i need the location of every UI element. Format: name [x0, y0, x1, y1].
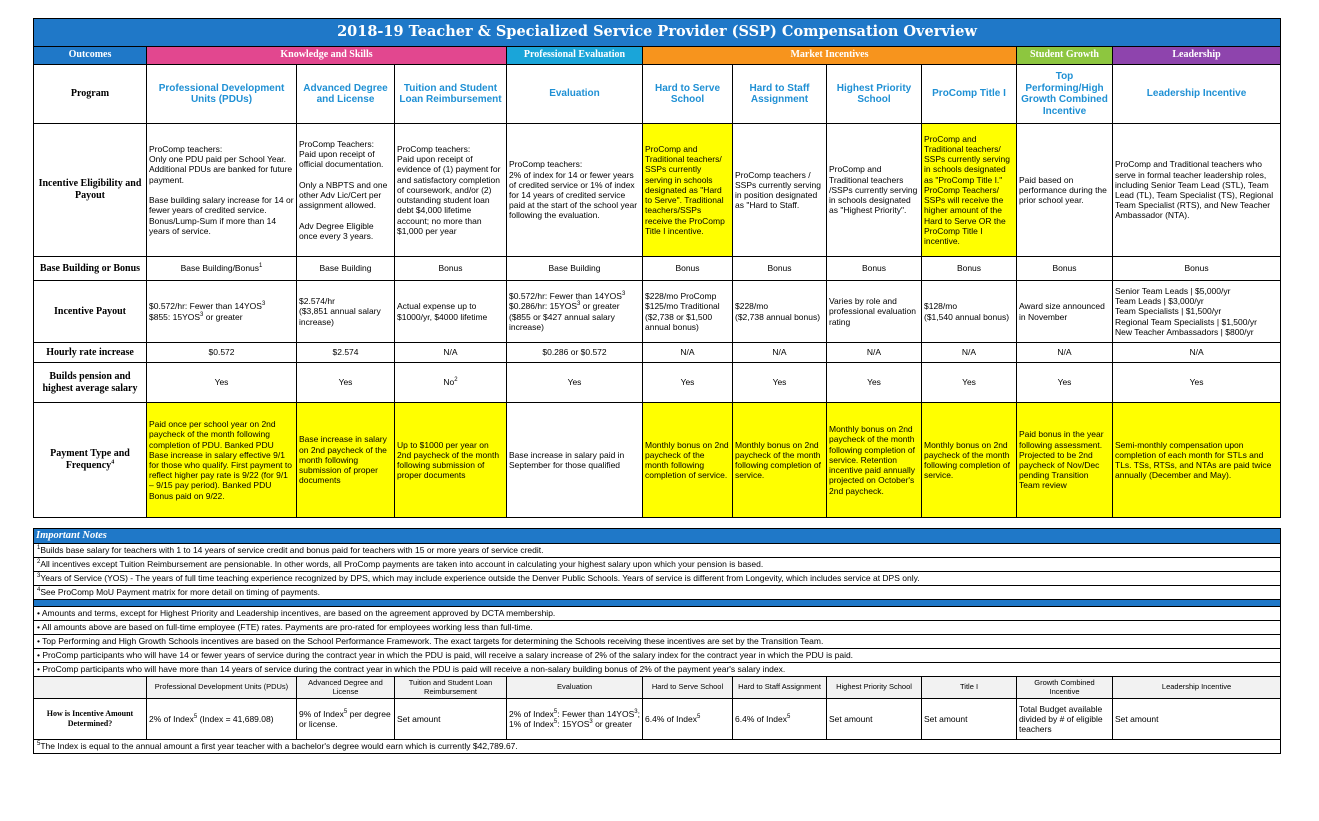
amount-eval-sup-d: 3: [589, 719, 593, 726]
program-advanced-degree: Advanced Degree and License: [297, 65, 395, 124]
index-footnote-row: [34, 740, 1281, 754]
group-leadership: Leadership: [1113, 47, 1281, 65]
footnote-4-sup: 4: [37, 587, 41, 594]
group-student-growth: Student Growth: [1017, 47, 1113, 65]
row-label-base-building: Base Building or Bonus: [34, 257, 147, 281]
payment-leadership: Semi-monthly compensation upon completion of each month for STLs and TLs. TSs, RTSs, and NTAs are paid twice annually (December and May).: [1113, 403, 1281, 518]
amount-eval-b: : Fewer than 14YOS: [557, 708, 635, 719]
bottom-header-hard-to-staff: Hard to Staff Assignment: [733, 677, 827, 699]
group-professional-evaluation: Professional Evaluation: [507, 47, 643, 65]
bullet-2: • All amounts above are based on full-time employee (FTE) rates. Payments are pro-rated for employees working less than full-time.: [34, 621, 1281, 635]
payout-pdu-line1: $0.572/hr: Fewer than 14YOS: [149, 301, 262, 312]
page-title: 2018-19 Teacher & Specialized Service Provider (SSP) Compensation Overview: [34, 19, 1281, 47]
index-footnote-text: The Index is equal to the annual amount a first year teacher with a bachelor's degree would earn which is currently $42,789.67.: [40, 741, 518, 752]
title-row: [34, 19, 1281, 47]
amount-adv-sup: 5: [343, 708, 348, 715]
bullet-3: • Top Performing and High Growth Schools incentives are based on the School Performance Framework. The exact targets for determining the Schools receiving these incentives are set by the Transition Team.: [34, 635, 1281, 649]
payout-row: [34, 281, 1281, 343]
eligibility-advanced-degree: ProComp Teachers: Paid upon receipt of official documentation. Only a NBPTS and one other Adv Lic/Cert per assignment allowed. Adv Degree Eligible once every 3 years.: [297, 124, 395, 257]
program-row: [34, 65, 1281, 124]
amount-evaluation: [507, 699, 643, 740]
bottom-header-highest-priority: Highest Priority School: [827, 677, 922, 699]
footnote-1-sup: 1: [37, 545, 41, 552]
hourly-title-i: N/A: [922, 343, 1017, 363]
payout-pdu-sup-a: 3: [261, 301, 266, 308]
bullet-1: • Amounts and terms, except for Highest Priority and Leadership incentives, are based on the agreement approved by DCTA membership.: [34, 607, 1281, 621]
payment-evaluation: Base increase in salary paid in September for those qualified: [507, 403, 643, 518]
eligibility-hard-to-serve: ProComp and Traditional teachers/ SSPs currently serving in schools designated as "Hard to Serve". Traditional teachers/SSPs receive the ProComp Title I incentive.: [643, 124, 733, 257]
footnote-3: [34, 572, 1281, 586]
program-hard-to-serve: Hard to Serve School: [643, 65, 733, 124]
base-hard-to-serve: Bonus: [643, 257, 733, 281]
eligibility-hard-to-staff: ProComp teachers / SSPs currently serving in position designated as "Hard to Staff.: [733, 124, 827, 257]
footnote-2-sup: 2: [37, 559, 41, 566]
pension-advanced-degree: Yes: [297, 363, 395, 403]
amount-eval-d: : 15YOS: [557, 719, 590, 729]
bottom-header-title-i: Title I: [922, 677, 1017, 699]
eligibility-title-i: ProComp and Traditional teachers/ SSPs currently serving in schools designated as "ProComp Title I." ProComp Teachers/ SSPs will receive the higher amount of the Hard to Serve OR the ProComp Title I incentive.: [922, 124, 1017, 257]
amount-title-i: Set amount: [922, 699, 1017, 740]
compensation-table: [33, 18, 1281, 754]
amount-advanced-degree: [297, 699, 395, 740]
payout-title-i: $128/mo ($1,540 annual bonus): [922, 281, 1017, 343]
program-top-performing: Top Performing/High Growth Combined Incentive: [1017, 65, 1113, 124]
bottom-header-blank: [34, 677, 147, 699]
amount-hts-a: 6.4% of Index: [645, 713, 697, 724]
payment-pdu: Paid once per school year on 2nd paycheck of the month following completion of PDU. Banked PDU Base increase in salary effective 9/1 for those who qualify. First payment to reflect higher pay rate is 9/22 (for 9/1 – 9/15 pay period). Banked PDU Bonus paid on 9/22.: [147, 403, 297, 518]
amount-adv-b: per degree or license.: [299, 708, 391, 729]
row-label-pension: Builds pension and highest average salary: [34, 363, 147, 403]
compensation-sheet: [33, 18, 1280, 754]
payment-top-performing: Paid bonus in the year following assessment. Projected to be 2nd paycheck of Nov/Dec pending Transition Team review: [1017, 403, 1113, 518]
payment-row: [34, 403, 1281, 518]
hourly-hard-to-staff: N/A: [733, 343, 827, 363]
hourly-advanced-degree: $2.574: [297, 343, 395, 363]
bottom-header-leadership: Leadership Incentive: [1113, 677, 1281, 699]
footnote-4-text: See ProComp MoU Payment matrix for more detail on timing of payments.: [40, 587, 321, 598]
bullet-4: • ProComp participants who will have 14 or fewer years of service during the contract year in which the PDU is paid, will receive a salary increase of 2% of the salary index for the contract year in which the PDU is paid.: [34, 649, 1281, 663]
pension-hard-to-serve: Yes: [643, 363, 733, 403]
payout-pdu: [147, 281, 297, 343]
footnote-2: [34, 558, 1281, 572]
notes-header-row: [34, 529, 1281, 544]
group-knowledge-skills: Knowledge and Skills: [147, 47, 507, 65]
eligibility-highest-priority: ProComp and Traditional teachers /SSPs currently serving in schools designated as "Highest Priority".: [827, 124, 922, 257]
amount-leadership: Set amount: [1113, 699, 1281, 740]
eligibility-evaluation: ProComp teachers: 2% of index for 14 or fewer years of credited service or 1% of index for 14 years of credited service paid at the start of the school year following the evaluation.: [507, 124, 643, 257]
footnote-1: [34, 544, 1281, 558]
base-highest-priority: Bonus: [827, 257, 922, 281]
index-footnote-sup: 5: [37, 741, 41, 748]
payment-tuition: Up to $1000 per year on 2nd paycheck of the month following submission of proper documents: [395, 403, 507, 518]
amount-eval-e: or greater: [592, 719, 632, 729]
separator-bar: [34, 600, 1281, 607]
amount-htstaff-a: 6.4% of Index: [735, 713, 787, 724]
footnote-row: [34, 544, 1281, 558]
base-evaluation: Base Building: [507, 257, 643, 281]
base-pdu-sup: 1: [259, 263, 263, 270]
amount-eval-c: ; 1% of Index: [509, 708, 640, 729]
row-label-payout: Incentive Payout: [34, 281, 147, 343]
amount-eval-sup-a: 5: [553, 708, 558, 715]
bullet-row: [34, 635, 1281, 649]
amount-growth: Total Budget available divided by # of eligible teachers: [1017, 699, 1113, 740]
payout-eval-sup-b: 3: [577, 301, 581, 308]
footnote-3-sup: 3: [37, 573, 41, 580]
program-title-i: ProComp Title I: [922, 65, 1017, 124]
payout-eval-line2-end: or greater ($855 or $427 annual salary increase): [509, 301, 620, 332]
hourly-top-performing: N/A: [1017, 343, 1113, 363]
amount-eval-a: 2% of Index: [509, 708, 554, 719]
payout-tuition: Actual expense up to $1000/yr, $4000 lifetime: [395, 281, 507, 343]
footnote-row: [34, 586, 1281, 600]
bullet-row: [34, 607, 1281, 621]
amount-pdu: [147, 699, 297, 740]
hourly-evaluation: $0.286 or $0.572: [507, 343, 643, 363]
payout-pdu-line2: $855: 15YOS: [149, 311, 201, 322]
eligibility-pdu: ProComp teachers: Only one PDU paid per School Year. Additional PDUs are banked for future payment. Base building salary increase for 14 or fewer years of credited service. Bonus/Lump-Sum if more than 14 years of service.: [147, 124, 297, 257]
footnote-4: [34, 586, 1281, 600]
bullet-row: [34, 621, 1281, 635]
bottom-amount-row: [34, 699, 1281, 740]
spacer-row: [34, 518, 1281, 529]
payout-eval-sup-a: 3: [621, 291, 626, 298]
bottom-header-growth: Growth Combined Incentive: [1017, 677, 1113, 699]
bullet-row: [34, 663, 1281, 677]
payout-advanced-degree: $2.574/hr ($3,851 annual salary increase): [297, 281, 395, 343]
hourly-tuition: N/A: [395, 343, 507, 363]
amount-eval-sup-c: 5: [553, 719, 558, 726]
program-tuition: Tuition and Student Loan Reimbursement: [395, 65, 507, 124]
pension-tuition: [395, 363, 507, 403]
footnote-row: [34, 572, 1281, 586]
payout-pdu-sup-b: 3: [200, 311, 204, 318]
base-hard-to-staff: Bonus: [733, 257, 827, 281]
payout-highest-priority: Varies by role and professional evaluation rating: [827, 281, 922, 343]
pension-leadership: Yes: [1113, 363, 1281, 403]
base-building-row: [34, 257, 1281, 281]
row-label-eligibility: Incentive Eligibility and Payout: [34, 124, 147, 257]
payout-evaluation: [507, 281, 643, 343]
footnote-2-text: All incentives except Tuition Reimbursement are pensionable. In other words, all ProComp payments are taken into account in calculating your highest salary upon which your pension is based.: [40, 559, 764, 570]
base-leadership: Bonus: [1113, 257, 1281, 281]
payout-hard-to-staff: $228/mo ($2,738 annual bonus): [733, 281, 827, 343]
payout-eval-line2: $0.286/hr: 15YOS: [509, 301, 578, 312]
pension-tuition-text: No: [443, 377, 455, 388]
bottom-row-label: How is Incentive Amount Determined?: [34, 699, 147, 740]
pension-row: [34, 363, 1281, 403]
footnote-1-text: Builds base salary for teachers with 1 to 14 years of service credit and bonus paid for teachers with 15 or more years of service credit.: [40, 545, 544, 556]
amount-tuition: Set amount: [395, 699, 507, 740]
payout-leadership: Senior Team Leads | $5,000/yr Team Leads | $3,000/yr Team Specialists | $1,500/yr Regional Team Specialists | $1,500/yr New Teacher Ambassadors | $800/yr: [1113, 281, 1281, 343]
payment-advanced-degree: Base increase in salary on 2nd paycheck of the month following submission of proper documents: [297, 403, 395, 518]
pension-pdu: Yes: [147, 363, 297, 403]
amount-hard-to-serve: [643, 699, 733, 740]
payment-label-sup: 4: [111, 459, 115, 466]
group-outcomes: Outcomes: [34, 47, 147, 65]
base-pdu: [147, 257, 297, 281]
payment-title-i: Monthly bonus on 2nd paycheck of the month following completion of service.: [922, 403, 1017, 518]
payout-eval-line1: $0.572/hr: Fewer than 14YOS: [509, 291, 622, 302]
spacer-cell: [34, 518, 1281, 529]
program-hard-to-staff: Hard to Staff Assignment: [733, 65, 827, 124]
base-pdu-text: Base Building/Bonus: [180, 263, 260, 274]
pension-title-i: Yes: [922, 363, 1017, 403]
payment-label-text: Payment Type and Frequency: [50, 448, 130, 471]
separator-row: [34, 600, 1281, 607]
program-leadership: Leadership Incentive: [1113, 65, 1281, 124]
payout-top-performing: Award size announced in November: [1017, 281, 1113, 343]
hourly-leadership: N/A: [1113, 343, 1281, 363]
eligibility-top-performing: Paid based on performance during the prior school year.: [1017, 124, 1113, 257]
group-market-incentives: Market Incentives: [643, 47, 1017, 65]
program-highest-priority: Highest Priority School: [827, 65, 922, 124]
pension-top-performing: Yes: [1017, 363, 1113, 403]
bottom-header-pdu: Professional Development Units (PDUs): [147, 677, 297, 699]
base-title-i: Bonus: [922, 257, 1017, 281]
program-pdu: Professional Development Units (PDUs): [147, 65, 297, 124]
eligibility-tuition: ProComp teachers: Paid upon receipt of evidence of (1) payment for and satisfactory completion of coursework, and/or (2) outstanding student loan debt $4,000 lifetime account; no more than $1,000 per year: [395, 124, 507, 257]
group-header-row: [34, 47, 1281, 65]
pension-hard-to-staff: Yes: [733, 363, 827, 403]
amount-eval-sup-b: 3: [634, 708, 638, 715]
pension-highest-priority: Yes: [827, 363, 922, 403]
bottom-header-tuition: Tuition and Student Loan Reimbursement: [395, 677, 507, 699]
hourly-row: [34, 343, 1281, 363]
amount-pdu-a: 2% of Index: [149, 713, 194, 724]
program-evaluation: Evaluation: [507, 65, 643, 124]
pension-evaluation: Yes: [507, 363, 643, 403]
base-advanced-degree: Base Building: [297, 257, 395, 281]
payout-pdu-line2-end: or greater: [203, 311, 243, 322]
amount-hard-to-staff: [733, 699, 827, 740]
eligibility-row: [34, 124, 1281, 257]
amount-pdu-sup: 5: [193, 714, 198, 721]
index-footnote: [34, 740, 1281, 754]
bottom-header-advanced-degree: Advanced Degree and License: [297, 677, 395, 699]
amount-adv-a: 9% of Index: [299, 708, 344, 719]
amount-htstaff-sup: 5: [786, 714, 791, 721]
hourly-highest-priority: N/A: [827, 343, 922, 363]
payment-highest-priority: Monthly bonus on 2nd paycheck of the month following completion of service. Retention incentive paid annually projected on October's 2nd paycheck.: [827, 403, 922, 518]
row-label-hourly: Hourly rate increase: [34, 343, 147, 363]
hourly-hard-to-serve: N/A: [643, 343, 733, 363]
bottom-header-hard-to-serve: Hard to Serve School: [643, 677, 733, 699]
payment-hard-to-serve: Monthly bonus on 2nd paycheck of the month following completion of service.: [643, 403, 733, 518]
payout-hard-to-serve: $228/mo ProComp $125/mo Traditional ($2,738 or $1,500 annual bonus): [643, 281, 733, 343]
payment-hard-to-staff: Monthly bonus on 2nd paycheck of the month following completion of service.: [733, 403, 827, 518]
footnote-row: [34, 558, 1281, 572]
bullet-row: [34, 649, 1281, 663]
row-label-program: Program: [34, 65, 147, 124]
bottom-header-evaluation: Evaluation: [507, 677, 643, 699]
amount-pdu-b: (Index = 41,689.08): [197, 713, 274, 724]
amount-highest-priority: Set amount: [827, 699, 922, 740]
footnote-3-text: Years of Service (YOS) - The years of full time teaching experience recognized by DPS, which may include experience outside the Denver Public Schools. Years of service is different from Longevity, which includes service at DPS only.: [40, 573, 920, 584]
important-notes-header: Important Notes: [34, 529, 1281, 544]
hourly-pdu: $0.572: [147, 343, 297, 363]
bullet-5: • ProComp participants who will have more than 14 years of service during the contract year in which the PDU is paid will receive a non-salary building bonus of 2% of the payment year's salary index.: [34, 663, 1281, 677]
pension-tuition-sup: 2: [454, 377, 458, 384]
bottom-header-row: [34, 677, 1281, 699]
row-label-payment: [34, 403, 147, 518]
base-tuition: Bonus: [395, 257, 507, 281]
eligibility-leadership: ProComp and Traditional teachers who serve in formal teacher leadership roles, including Senior Team Lead (STL), Team Lead (TL), Team Specialist (TS), Regional Team Specialist (RTS), and New Teacher Ambassador (NTA).: [1113, 124, 1281, 257]
amount-hts-sup: 5: [696, 714, 701, 721]
base-top-performing: Bonus: [1017, 257, 1113, 281]
